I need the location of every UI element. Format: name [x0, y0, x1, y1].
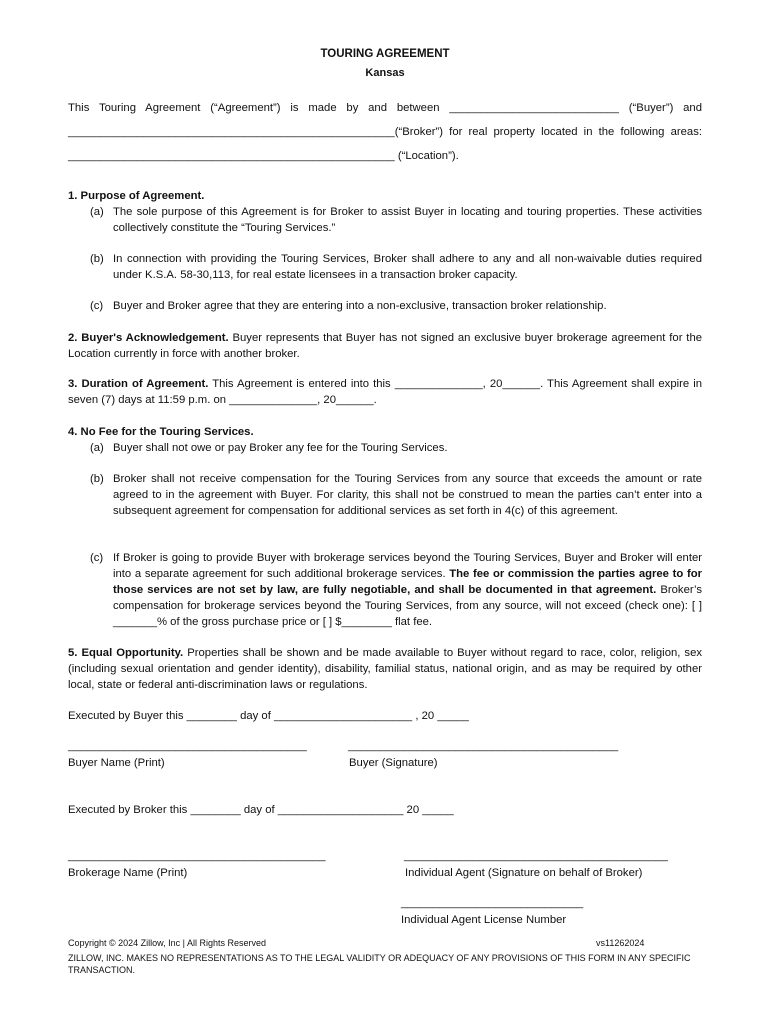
buyer-executed-line: Executed by Buyer this ________ day of ______________________ , 20 _____	[68, 710, 469, 722]
section-1-item-c: (c) Buyer and Broker agree that they are entering into a non-exclusive, transaction broker relationship.	[90, 300, 607, 312]
agent-license-field[interactable]: _____________________________	[401, 897, 584, 909]
section-4-heading: 4. No Fee for the Touring Services.	[68, 426, 254, 438]
brokerage-name-field[interactable]: _________________________________________	[68, 850, 326, 862]
section-1-item-a: (a) The sole purpose of this Agreement is for Broker to assist Buyer in locating and touring properties. These activities collectively constitute the “Touring Services.”	[90, 206, 702, 234]
intro-line-2: ____________________________________________________(“Broker”) for real property located in the following areas:	[68, 126, 702, 138]
buyer-signature-field[interactable]: ___________________________________________	[348, 740, 619, 752]
section-5: 5. Equal Opportunity. Properties shall be shown and be made available to Buyer without regard to race, color, religion, sex (including sexual orientation and gender identity), disability, familial status, national origin, and as may be required by other local, state or federal anti-discrimination laws or regulations.	[68, 647, 703, 691]
buyer-name-label: Buyer Name (Print)	[68, 757, 165, 769]
document-state: Kansas	[365, 67, 405, 79]
footer-copyright: Copyright © 2024 Zillow, Inc | All Rights Reserved	[68, 938, 267, 948]
section-3: 3. Duration of Agreement. This Agreement is entered into this ______________, 20______. This Agreement shall expire in seven (7) days at 11:59 p.m. on ______________, 20______.	[68, 378, 702, 406]
intro-line-3: ____________________________________________________ (“Location”).	[68, 150, 459, 162]
section-4-item-b: (b) Broker shall not receive compensation for the Touring Services from any source that exceeds the amount or rate agreed to in the agreement with Buyer. For clarity, this shall not be construed to mean the parties can’t enter into a subsequent agreement for compensation for additional services as set forth in 4(c) of this agreement.	[90, 473, 702, 517]
buyer-signature-label: Buyer (Signature)	[349, 757, 438, 769]
broker-executed-line: Executed by Broker this ________ day of ____________________ 20 _____	[68, 804, 454, 816]
agent-signature-label: Individual Agent (Signature on behalf of Broker)	[405, 867, 643, 879]
section-1-item-b: (b) In connection with providing the Touring Services, Broker shall adhere to any and all non-waivable duties required under K.S.A. 58-30,113, for real estate licensees in a transaction broker capacity.	[90, 253, 702, 281]
brokerage-name-label: Brokerage Name (Print)	[68, 867, 188, 879]
buyer-name-field[interactable]: ______________________________________	[68, 740, 307, 752]
section-2: 2. Buyer's Acknowledgement. Buyer represents that Buyer has not signed an exclusive buyer brokerage agreement for the Location currently in force with another broker.	[68, 332, 703, 360]
section-4-item-a: (a) Buyer shall not owe or pay Broker any fee for the Touring Services.	[90, 442, 448, 454]
section-1-heading: 1. Purpose of Agreement.	[68, 190, 205, 202]
footer-version: vs11262024	[596, 938, 645, 948]
section-4-item-c: (c) If Broker is going to provide Buyer with brokerage services beyond the Touring Services, Buyer and Broker will enter into a separate agreement for such additional brokerage services. The fee or commission the parties agree to for those services are not set by law, are fully negotiable, and shall be documented in that agreement. Broker’s compensation for brokerage services beyond the Touring Services, from any source, will not exceed (check one): [ ] _______% of the gross purchase price or [ ] $________ flat fee.	[90, 552, 702, 628]
agent-license-label: Individual Agent License Number	[401, 914, 567, 926]
agent-signature-field[interactable]: __________________________________________	[404, 850, 668, 862]
footer-disclaimer: ZILLOW, INC. MAKES NO REPRESENTATIONS AS TO THE LEGAL VALIDITY OR ADEQUACY OF ANY PROVISIONS OF THIS FORM IN ANY SPECIFIC TRANSACTION.	[68, 953, 691, 975]
intro-line-1: This Touring Agreement (“Agreement”) is made by and between ___________________________ (“Buyer”) and	[68, 102, 702, 114]
document-title: TOURING AGREEMENT	[320, 48, 450, 60]
